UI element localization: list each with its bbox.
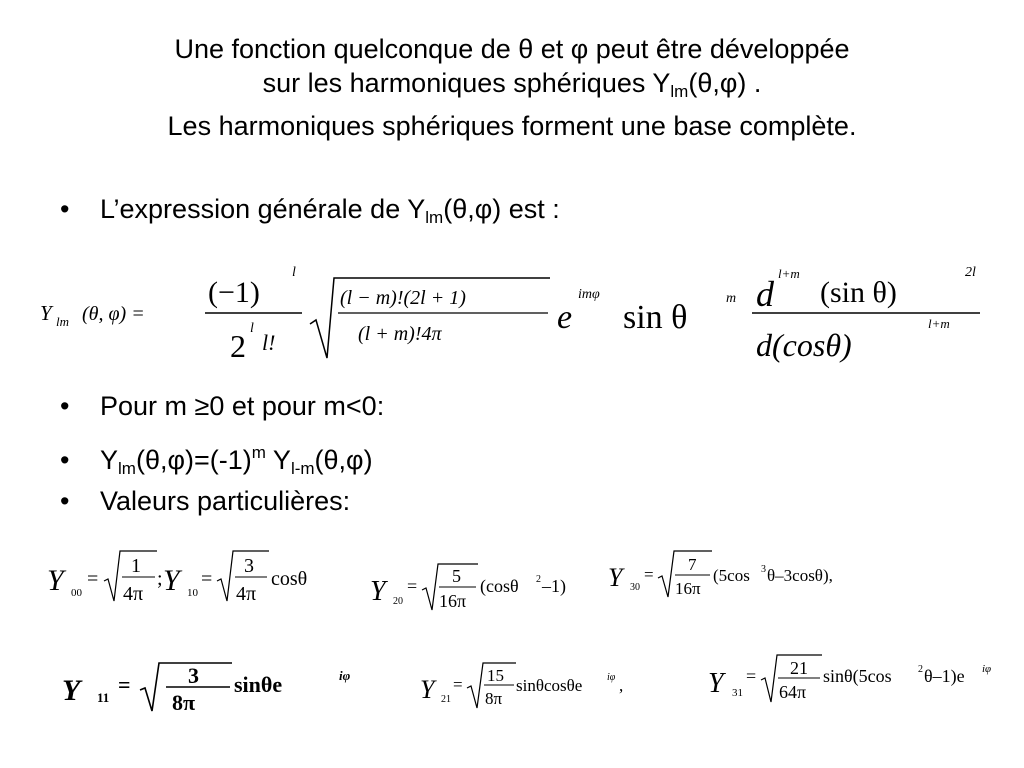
y30-eq: = <box>644 565 654 584</box>
slide-title <box>0 32 1024 143</box>
bullet-subscript-2: l-m <box>290 459 315 478</box>
bullet-sign-condition <box>60 390 384 422</box>
y20-sub: 20 <box>393 596 403 607</box>
y30-tail2: θ–3cosθ), <box>767 566 833 585</box>
y10-Y: Y <box>163 564 180 597</box>
y10-num: 3 <box>244 555 254 577</box>
y11-num: 3 <box>188 663 199 688</box>
y11-tail-sup: iφ <box>339 668 351 683</box>
y00-semicolon: ; <box>157 568 163 590</box>
y31-tail: sinθ(5cos <box>823 666 892 686</box>
frac1-numerator: (−1) <box>208 276 260 309</box>
frac1-den-sup: l <box>250 321 254 336</box>
formula-lhs-Y: Y <box>40 301 52 325</box>
bullet-text: L’expression générale de Y <box>100 194 426 224</box>
y10-tail: cosθ <box>271 568 308 590</box>
y21-den: 8π <box>485 689 503 708</box>
y20-tail-sup: 2 <box>536 574 541 585</box>
y31-tail2: θ–1)e <box>924 666 965 686</box>
y10-eq: = <box>201 568 213 590</box>
deriv-num-d-sup: l+m <box>778 266 800 281</box>
y20-eq: = <box>407 576 418 596</box>
sqrt-numerator: (l − m)!(2l + 1) <box>340 287 466 309</box>
formula-y11 <box>60 658 370 718</box>
y10-sub: 10 <box>187 587 198 599</box>
title-line-2-text: sur les harmoniques sphériques Y <box>262 68 671 98</box>
y31-Y: Y <box>708 668 724 699</box>
y30-den: 16π <box>675 579 701 598</box>
bullet-text: Pour m ≥0 et pour m<0: <box>100 391 385 421</box>
y30-tail: (5cos <box>713 566 750 585</box>
formula-y30 <box>606 548 876 604</box>
formula-y00-y10 <box>45 548 345 608</box>
deriv-num-sup: 2l <box>965 265 976 280</box>
bullet-superscript: m <box>251 443 266 462</box>
y11-sub: 11 <box>97 690 110 705</box>
y31-sub: 31 <box>732 687 743 699</box>
formula-lhs-args: (θ, φ) = <box>82 303 145 325</box>
title-line-2-args: (θ,φ) . <box>688 68 762 98</box>
y00-Y: Y <box>47 564 64 597</box>
y00-num: 1 <box>131 555 141 577</box>
y21-tail2: , <box>619 676 624 695</box>
title-line-2 <box>0 66 1024 109</box>
y20-tail2: –1) <box>542 576 566 596</box>
exp-e: e <box>557 299 573 336</box>
bullet-symmetry-relation <box>60 437 373 485</box>
y20-tail: (cosθ <box>480 576 519 596</box>
y11-tail: sinθe <box>234 672 283 697</box>
deriv-num-rest: (sin θ) <box>820 276 897 309</box>
deriv-den-sup: l+m <box>928 316 950 331</box>
sqrt-denominator: (l + m)!4π <box>358 323 442 345</box>
frac1-den-2: 2 <box>230 328 246 364</box>
formula-y20 <box>368 562 588 618</box>
y11-eq: = <box>118 672 131 697</box>
bullet-expression <box>60 193 560 234</box>
bullet-text-mid: (θ,φ)=(-1) <box>135 445 252 475</box>
y31-tail-sup2: iφ <box>982 663 992 675</box>
y20-den: 16π <box>439 591 467 611</box>
y31-den: 64π <box>779 682 807 702</box>
bullet-text: Valeurs particulières: <box>100 486 351 516</box>
deriv-num-d: d <box>756 274 774 314</box>
bullet-text: Y <box>100 445 119 475</box>
sin-sup: m <box>726 291 737 306</box>
bullet-text-args: (θ,φ) est : <box>443 194 560 224</box>
y11-Y: Y <box>62 674 81 707</box>
bullet-particular-values <box>60 485 350 517</box>
bullet-marker: • <box>60 445 70 475</box>
y30-sub: 30 <box>630 582 640 593</box>
bullet-text-y2: Y <box>265 445 291 475</box>
y00-sub: 00 <box>71 587 82 599</box>
y11-den: 8π <box>172 690 196 715</box>
y31-eq: = <box>746 666 757 686</box>
bullet-marker: • <box>60 194 70 224</box>
formula-lhs-sub: lm <box>56 314 69 329</box>
deriv-denominator: d(cosθ) <box>756 327 852 363</box>
y10-den: 4π <box>236 583 257 605</box>
frac1-numerator-sup: l <box>292 265 296 280</box>
bullet-marker: • <box>60 486 70 516</box>
exp-sup: imφ <box>578 287 600 302</box>
y00-eq: = <box>87 568 99 590</box>
y21-tail: sinθcosθe <box>516 676 583 695</box>
bullet-text-post: (θ,φ) <box>314 445 373 475</box>
y30-Y: Y <box>608 563 623 592</box>
bullet-marker: • <box>60 391 70 421</box>
sin-theta: sin θ <box>623 299 688 336</box>
formula-y21 <box>418 660 638 716</box>
y21-tail-sup: iφ <box>607 672 616 683</box>
y21-Y: Y <box>420 675 435 704</box>
y31-num: 21 <box>790 658 808 678</box>
bullet-subscript: lm <box>425 208 444 227</box>
frac1-den-lfact: l! <box>262 330 276 355</box>
y20-num: 5 <box>452 566 461 586</box>
y30-num: 7 <box>688 555 697 574</box>
main-formula <box>40 262 990 367</box>
title-line-1: Une fonction quelconque de θ et φ peut être développée <box>174 34 850 64</box>
bullet-subscript-1: lm <box>118 459 136 478</box>
y21-sub: 21 <box>441 694 451 705</box>
title-line-3: Les harmoniques sphériques forment une base complète. <box>167 111 857 141</box>
y21-num: 15 <box>487 666 504 685</box>
y31-tail-sup: 2 <box>918 664 923 675</box>
title-line-2-subscript: lm <box>670 82 689 101</box>
y20-Y: Y <box>370 576 386 607</box>
y00-den: 4π <box>123 583 144 605</box>
formula-y31 <box>706 652 1006 710</box>
y30-tail-sup: 3 <box>761 564 766 575</box>
y21-eq: = <box>453 675 463 694</box>
